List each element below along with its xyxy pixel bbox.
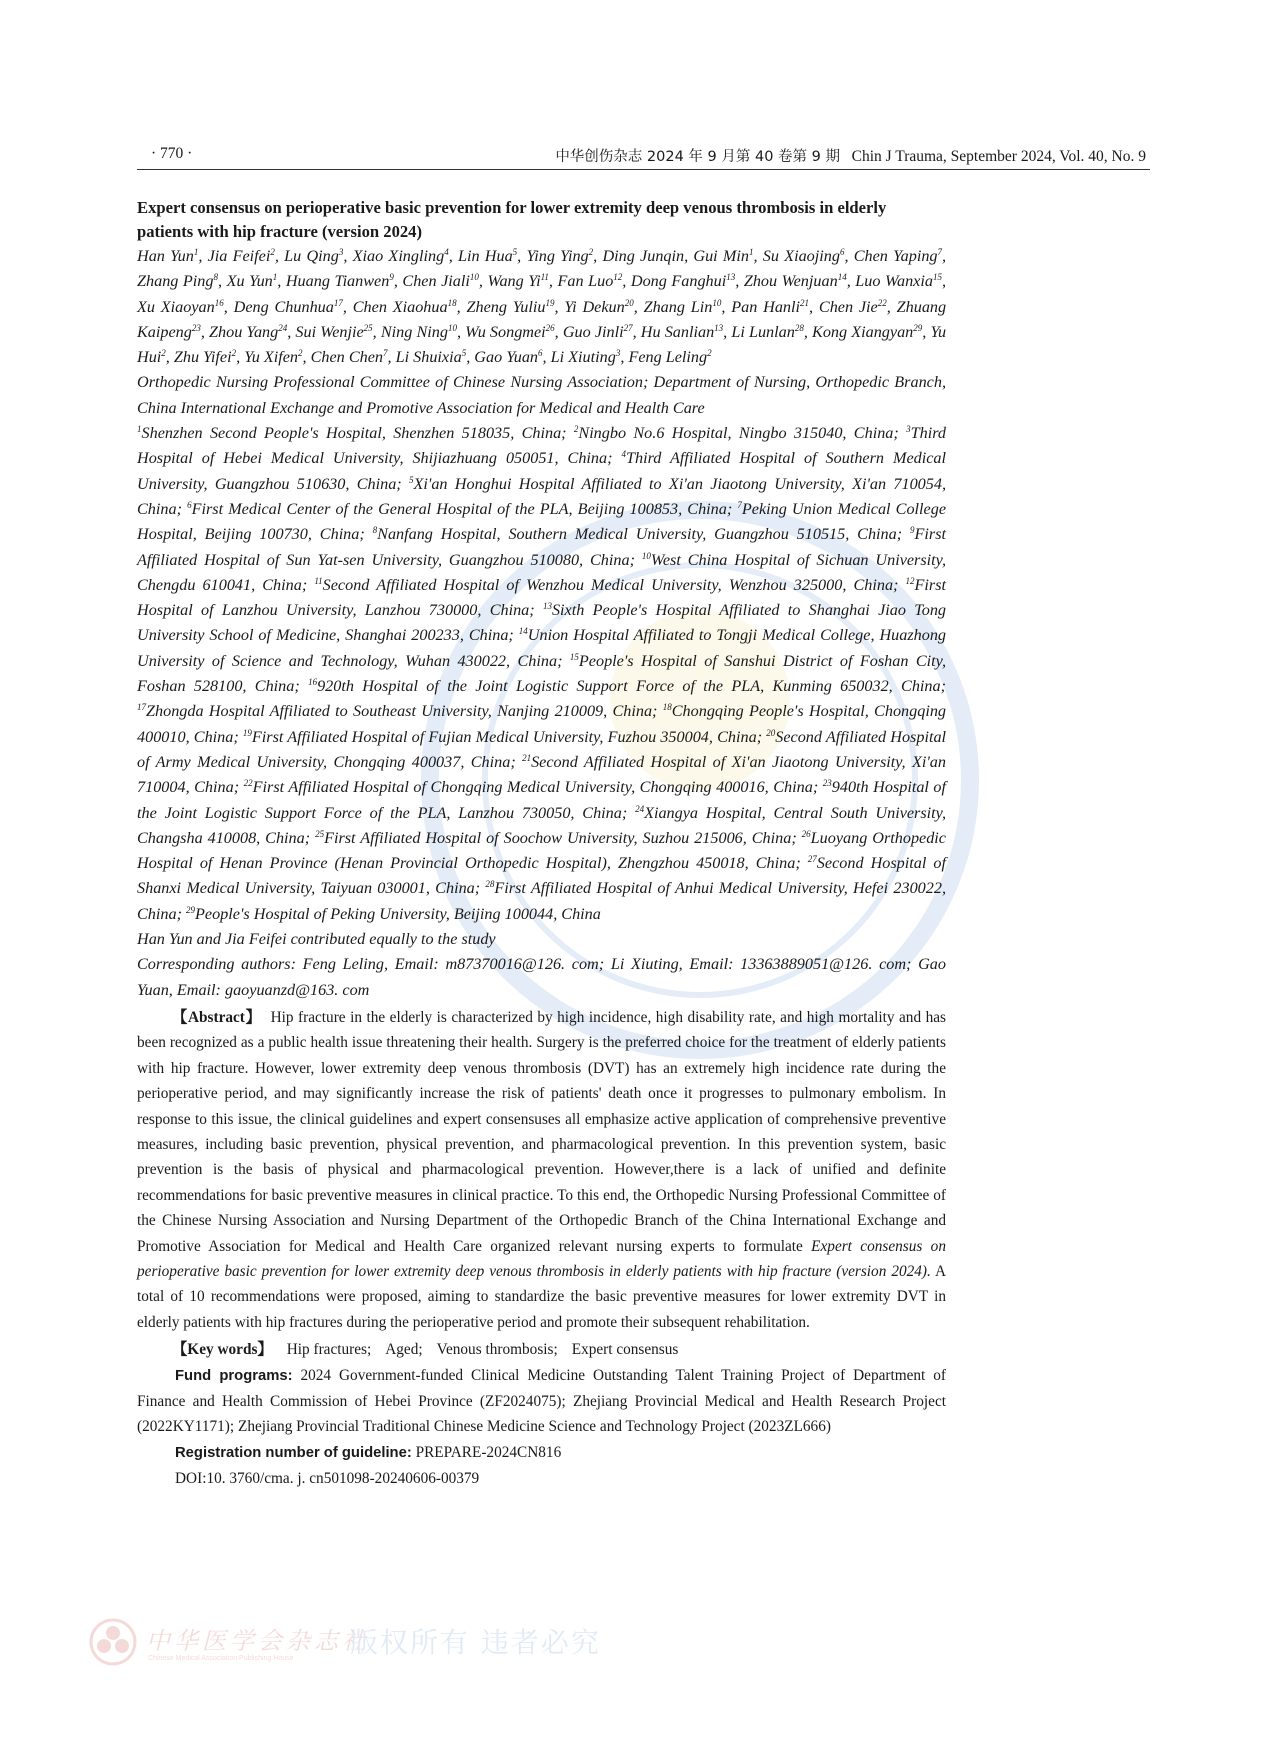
registration-label: Registration number of guideline: bbox=[175, 1444, 412, 1461]
affiliation-marker: 1 bbox=[193, 247, 199, 257]
affiliation-marker: 26 bbox=[545, 322, 555, 333]
affiliation-item: People's Hospital of Peking University, Beijing 100044, China bbox=[195, 904, 601, 923]
affiliation-item: Chongqing People's Hospital, Chongqing 400010, China bbox=[137, 702, 947, 746]
affiliation-marker: 17 bbox=[333, 297, 343, 308]
affiliation-marker: 27 bbox=[807, 854, 817, 865]
affiliation-marker: 17 bbox=[137, 702, 146, 713]
affiliation-marker: 10 bbox=[712, 297, 722, 308]
affiliation-marker: 15 bbox=[569, 651, 579, 662]
journal-name-cn: 中华创伤杂志 2024 年 9 月第 40 卷第 9 期 bbox=[555, 149, 840, 165]
fund-programs bbox=[137, 1363, 946, 1440]
affiliation-marker: 1 bbox=[272, 272, 278, 283]
affiliation-marker: 18 bbox=[662, 702, 672, 713]
affiliation-marker: 26 bbox=[801, 828, 811, 839]
affiliation-marker: 10 bbox=[447, 322, 457, 333]
page-number: · 770 · bbox=[151, 145, 193, 162]
affiliation-marker: 6 bbox=[538, 348, 543, 359]
affiliation-marker: 10 bbox=[641, 550, 651, 561]
author-name: Chen Xiaohua bbox=[352, 297, 448, 316]
affiliation-item: Xiangya Hospital, Central South University, Changsha 410008, China bbox=[137, 803, 946, 847]
author-name: Zhu Yifei bbox=[173, 348, 232, 367]
affiliation-marker: 11 bbox=[540, 272, 549, 283]
affiliation-item: Second Hospital of Shanxi Medical University, Taiyuan 030001, China bbox=[137, 854, 947, 898]
author-list: Han Yun$^1$, Jia Feifei$^2$, Lu Qing$^3$, Xiao Xingling$^4$, Lin Hua$^5$, Ying Ying$^2$, Ding Junqin, Gui Min$^1$, Su Xiaojing$^6$, Chen Yaping$^7$, Zhang Ping$^8$, Xu Yun$^1$, Huang Tianwen$^9$, Chen Jiali$^{10}$, Wang Yi$^{11}$, Fan Luo$^{12}$, Dong Fanghui$^{13}$, Zhou Wenjuan$^{14}$, Luo Wanxia$^{15}$, Xu Xiaoyan$^{16}$, Deng Chunhua$^{17}$, Chen Xiaohua$^{18}$, Zheng Yuliu$^{19}$, Yi Dekun$^{20}$, Zhang Lin$^{10}$, Pan Hanli$^{21}$, Chen Jie$^{22}$, Zhuang Kaipeng$^{23}$, Zhou Yang$^{24}$, Sui Wenjie$^{25}$, Ning Ning$^{10}$, Wu Songmei$^{26}$, Guo Jinli$^{27}$, Hu Sanlian$^{13}$, Li Lunlan$^{28}$, Kong Xiangyan$^{29}$, Yu Hui$^2$, Zhu Yifei$^2$, Yu Xifen$^2$, Chen Chen$^7$, Li Shuixia$^5$, Gao Yuan$^6$, Li Xiuting$^3$, Feng Leling$^2$ bbox=[137, 247, 947, 367]
corresponding-authors: Corresponding authors: Feng Leling, Email: m87370016@126. com; Li Xiuting, Email: 13363889051@126. com; Gao Yuan, Email: gaoyuanzd@163. com bbox=[137, 955, 946, 999]
affiliation-marker: 16 bbox=[308, 677, 318, 688]
affiliation-item: West China Hospital of Sichuan University, Chengdu 610041, China bbox=[137, 550, 946, 594]
keywords-label: 【Key words】 bbox=[172, 1341, 273, 1359]
affiliation-marker: 2 bbox=[161, 348, 166, 359]
affiliation-marker: 5 bbox=[512, 247, 518, 257]
affiliation-marker: 2 bbox=[573, 424, 579, 435]
publisher-watermark bbox=[88, 1617, 648, 1675]
abstract-consensus-title: Expert consensus on perioperative basic prevention for lower extremity deep venous thrombosis in elderly patients with hip fracture (version 2024). bbox=[137, 1237, 946, 1280]
author-name: Lu Qing bbox=[284, 247, 339, 265]
affiliation-marker: 2 bbox=[231, 348, 237, 359]
author-name: Sui Wenjie bbox=[295, 322, 364, 341]
affiliation-marker: 2 bbox=[588, 247, 594, 257]
affiliation-marker: 28 bbox=[485, 879, 495, 890]
author-name: Deng Chunhua bbox=[233, 297, 334, 316]
author-name: Han Yun bbox=[137, 247, 194, 265]
affiliation-item: First Hospital of Lanzhou University, Lanzhou 730000, China bbox=[137, 575, 947, 620]
author-name: Chen Jie bbox=[818, 297, 878, 316]
running-header bbox=[137, 143, 1150, 170]
author-name: Li Lunlan bbox=[731, 322, 795, 341]
affiliation-item: 940th Hospital of the Joint Logistic Support Force of the PLA, Lanzhou 730050, China bbox=[137, 778, 947, 822]
affiliation-marker: 21 bbox=[800, 297, 810, 308]
abstract-text-2: A total of 10 recommendations were proposed, aiming to standardize the basic preventive measures for lower extremity DVT in elderly patients with hip fractures during the perioperative period and promote their subsequent rehabilitation. bbox=[137, 1262, 946, 1331]
affiliation-marker: 6 bbox=[187, 499, 192, 510]
affiliation-item: Shenzhen Second People's Hospital, Shenzhen 518035, China bbox=[141, 424, 562, 443]
affiliation-marker: 25 bbox=[315, 828, 325, 839]
affiliation-item: People's Hospital of Sanshui District of Foshan City, Foshan 528100, China bbox=[137, 651, 946, 696]
abstract-label: 【Abstract】 bbox=[172, 1008, 262, 1026]
affiliation-item: Zhongda Hospital Affiliated to Southeast University, Nanjing 210009, China bbox=[146, 702, 653, 721]
author-name: Ding Junqin bbox=[602, 247, 685, 265]
affiliation-item: Ningbo No.6 Hospital, Ningbo 315040, China bbox=[578, 424, 894, 443]
affiliation-marker: 23 bbox=[191, 322, 201, 333]
author-name: Chen Jiali bbox=[402, 272, 470, 291]
affiliation-marker: 7 bbox=[737, 499, 742, 510]
affiliation-marker: 8 bbox=[372, 525, 378, 536]
affiliation-marker: 16 bbox=[214, 297, 224, 308]
keyword-item: Aged; bbox=[385, 1341, 423, 1359]
author-name: Li Xiuting bbox=[550, 348, 616, 367]
author-name: Pan Hanli bbox=[731, 297, 801, 316]
affiliation-marker: 15 bbox=[932, 272, 942, 283]
affiliation-marker: 23 bbox=[822, 778, 832, 789]
author-name: Xiao Xingling bbox=[352, 247, 445, 265]
affiliation-item: Third Affiliated Hospital of Southern Medical University, Guangzhou 510630, China bbox=[137, 449, 946, 493]
affiliation-marker: 18 bbox=[447, 297, 457, 308]
affiliation-marker: 12 bbox=[905, 575, 915, 586]
affiliation-list: $^1$Shenzhen Second People's Hospital, Shenzhen 518035, China; $^2$Ningbo No.6 Hospital, Ningbo 315040, China; $^3$Third Hospital of Hebei Medical University, Shijiazhuang 050051, China; $^4$Third Affiliated Hospital of Southern Medical University, Guangzhou 510630, China; $^5$Xi'an Honghui Hospital Affiliated to Xi'an Jiaotong University, Xi'an 710054, China; $^6$First Medical Center of the General Hospital of the PLA, Beijing 100853, China; $^7$Peking Union Medical College Hospital, Beijing 100730, China; $^8$Nanfang Hospital, Southern Medical University, Guangzhou 510515, China; $^9$First Affiliated Hospital of Sun Yat-sen University, Guangzhou 510080, China; $^{10}$West China Hospital of Sichuan University, Chengdu 610041, China; $^{11}$Second Affiliated Hospital of Wenzhou Medical University, Wenzhou 325000, China; $^{12}$First Hospital of Lanzhou University, Lanzhou 730000, China; $^{13}$Sixth People's Hospital Affiliated to Shanghai Jiao Tong University School of Medicine, Shanghai 200233, China; $^{14}$Union Hospital Affiliated to Tongji Medical College, Huazhong University of Science and Technology, Wuhan 430022, China; $^{15}$People's Hospital of Sanshui District of Foshan City, Foshan 528100, China; $^{16}$920th Hospital of the Joint Logistic Support Force of the PLA, Kunming 650032, China; $^{17}$Zhongda Hospital Affiliated to Southeast University, Nanjing 210009, China; $^{18}$Chongqing People's Hospital, Chongqing 400010, China; $^{19}$First Affiliated Hospital of Fujian Medical University, Fuzhou 350004, China; $^{20}$Second Affiliated Hospital of Army Medical University, Chongqing 400037, China; $^{21}$Second Affiliated Hospital of Xi'an Jiaotong University, Xi'an 710004, China; $^{22}$First Affiliated Hospital of Chongqing Medical University, Chongqing 400016, China; $^{23}$940th Hospital of the Joint Logistic Support Force of the PLA, Lanzhou 730050, China; $^{24}$Xiangya Hospital, Central South University, Changsha 410008, China; $^{25}$First Affiliated Hospital of Soochow University, Suzhou 215006, China; $^{26}$Luoyang Orthopedic Hospital of Henan Province (Henan Provincial Orthopedic Hospital), Zhengzhou 450018, China; $^{27}$Second Hospital of Shanxi Medical University, Taiyuan 030001, China; $^{28}$First Affiliated Hospital of Anhui Medical University, Hefei 230022, China; $^{29}$People's Hospital of Peking University, Beijing 100044, China bbox=[137, 424, 947, 923]
author-name: Su Xiaojing bbox=[762, 247, 840, 265]
affiliation-marker: 24 bbox=[635, 803, 645, 814]
author-name: Lin Hua bbox=[457, 247, 513, 265]
author-name: Feng Leling bbox=[628, 348, 708, 367]
article-front-matter bbox=[137, 196, 946, 1492]
fund-text: 2024 Government-funded Clinical Medicine Outstanding Talent Training Project of Department of Finance and Health Commission of Hebei Province (ZF2024075); Zhejiang Provincial Medical and Health Research Project (2022KY1171); Zhejiang Provincial Traditional Chinese Medicine Science and Technology Project (2023ZL666) bbox=[137, 1366, 946, 1436]
affiliation-item: First Medical Center of the General Hospital of the PLA, Beijing 100853, China bbox=[191, 499, 727, 518]
affiliation-item: Third Hospital of Hebei Medical University, Shijiazhuang 050051, China bbox=[137, 424, 946, 468]
affiliation-marker: 11 bbox=[314, 575, 323, 586]
author-name: Zhou Wenjuan bbox=[743, 272, 838, 291]
author-name: Fan Luo bbox=[557, 272, 614, 291]
keywords bbox=[137, 1337, 946, 1362]
fund-label: Fund programs: bbox=[175, 1367, 293, 1384]
affiliation-marker: 3 bbox=[906, 424, 911, 435]
affiliation-marker: 7 bbox=[383, 348, 388, 359]
affiliation-marker: 14 bbox=[837, 272, 847, 283]
publisher-name-cn: 中华医学会杂志社 bbox=[146, 1627, 370, 1655]
affiliation-item: Sixth People's Hospital Affiliated to Shanghai Jiao Tong University School of Medicine, Shanghai 200233, China bbox=[137, 601, 947, 645]
affiliation-marker: 2 bbox=[298, 348, 303, 359]
affiliation-item: First Affiliated Hospital of Chongqing Medical University, Chongqing 400016, China bbox=[252, 778, 813, 797]
author-name: Hu Sanlian bbox=[640, 322, 715, 341]
author-name: Wu Songmei bbox=[465, 322, 546, 341]
affiliation-item: Union Hospital Affiliated to Tongji Medical College, Huazhong University of Science and Technology, Wuhan 430022, China bbox=[137, 626, 947, 670]
affiliation-marker: 3 bbox=[615, 348, 621, 359]
affiliation-marker: 14 bbox=[518, 626, 528, 637]
affiliation-item: Second Affiliated Hospital of Wenzhou Medical University, Wenzhou 325000, China bbox=[322, 575, 894, 594]
journal-citation bbox=[555, 145, 1146, 166]
author-name: Zheng Yuliu bbox=[466, 297, 546, 316]
affiliation-marker: 22 bbox=[243, 778, 253, 789]
affiliation-item: First Affiliated Hospital of Fujian Medical University, Fuzhou 350004, China bbox=[251, 727, 757, 746]
doi: DOI:10. 3760/cma. j. cn501098-20240606-00379 bbox=[175, 1470, 480, 1488]
equal-contribution-note: Han Yun and Jia Feifei contributed equally to the study bbox=[137, 930, 496, 949]
affiliation-marker: 7 bbox=[937, 247, 943, 257]
affiliation-marker: 5 bbox=[408, 474, 414, 485]
affiliation-marker: 3 bbox=[338, 247, 344, 257]
author-name: Dong Fanghui bbox=[630, 272, 727, 291]
author-name: Luo Wanxia bbox=[855, 272, 933, 291]
affiliation-item: Luoyang Orthopedic Hospital of Henan Province (Henan Provincial Orthopedic Hospital), Zhengzhou 450018, China bbox=[137, 828, 946, 873]
affiliation-marker: 10 bbox=[469, 272, 479, 283]
affiliation-item: First Affiliated Hospital of Sun Yat-sen University, Guangzhou 510080, China bbox=[137, 525, 946, 569]
author-name: Guo Jinli bbox=[562, 322, 624, 341]
affiliation-marker: 13 bbox=[714, 322, 724, 333]
affiliation-marker: 22 bbox=[877, 297, 887, 308]
affiliation-marker: 12 bbox=[613, 272, 623, 283]
keyword-item: Expert consensus bbox=[571, 1341, 679, 1359]
author-name: Ning Ning bbox=[380, 322, 448, 341]
author-name: Zhang Lin bbox=[643, 297, 713, 316]
affiliation-item: 920th Hospital of the Joint Logistic Support Force of the PLA, Kunming 650032, China bbox=[317, 677, 941, 696]
keyword-item: Venous thrombosis; bbox=[436, 1341, 558, 1359]
copyright-watermark: 版权所有 违者必究 bbox=[350, 1626, 601, 1659]
author-name: Xu Xiaoyan bbox=[137, 297, 215, 316]
affiliation-marker: 1 bbox=[137, 424, 142, 435]
affiliation-marker: 20 bbox=[624, 297, 634, 308]
affiliation-marker: 29 bbox=[913, 322, 923, 333]
author-name: Li Shuixia bbox=[395, 348, 462, 367]
author-name: Ying Ying bbox=[526, 247, 589, 265]
author-name: Yu Hui bbox=[137, 322, 947, 367]
author-name: Zhou Yang bbox=[209, 322, 279, 341]
author-name: Wang Yi bbox=[487, 272, 541, 291]
affiliation-marker: 29 bbox=[186, 904, 196, 915]
journal-name-en: Chin J Trauma, September 2024, Vol. 40, No. 9 bbox=[851, 148, 1146, 165]
article-title: Expert consensus on perioperative basic prevention for lower extremity deep venous thrombosis in elderly patients with hip fracture (version 2024) bbox=[137, 198, 887, 241]
affiliation-marker: 8 bbox=[213, 272, 218, 283]
affiliation-marker: 20 bbox=[766, 727, 776, 738]
affiliation-marker: 2 bbox=[270, 247, 275, 257]
affiliation-marker: 24 bbox=[278, 322, 288, 333]
affiliation-marker: 13 bbox=[542, 601, 552, 612]
affiliation-item: Nanfang Hospital, Southern Medical University, Guangzhou 510515, China bbox=[377, 525, 897, 544]
affiliation-marker: 5 bbox=[461, 348, 467, 359]
author-name: Zhuang Kaipeng bbox=[137, 297, 947, 341]
abstract-text-1: Hip fracture in the elderly is characterized by high incidence, high disability rate, and high mortality and has been recognized as a public health issue threatening their health. Surgery is the preferred choice for the treatment of elderly patients with hip fracture. However, lower extremity deep venous thrombosis (DVT) has an extremely high incidence rate during the perioperative period, and may significantly increase the risk of patients' death once it progresses to pulmonary embolism. In response to this issue, the clinical guidelines and expert consensuses all emphasize active application of comprehensive preventive measures, including basic prevention, physical prevention, and pharmacological prevention. In this prevention system, basic prevention is the basis of physical and pharmacological prevention. However,there is a lack of unified and definite recommendations for basic preventive measures in clinical practice. To this end, the Orthopedic Nursing Professional Committee of the Chinese Nursing Association and Nursing Department of the Orthopedic Branch of the China International Exchange and Promotive Association for Medical and Health Care organized relevant nursing experts to formulate bbox=[137, 1008, 946, 1255]
author-name: Gui Min bbox=[693, 247, 749, 265]
registration-number bbox=[137, 1440, 946, 1466]
affiliation-marker: 1 bbox=[748, 247, 754, 257]
registration-value: PREPARE-2024CN816 bbox=[411, 1443, 562, 1461]
affiliation-marker: 28 bbox=[794, 322, 804, 333]
organizations: Orthopedic Nursing Professional Committee of Chinese Nursing Association; Department of Nursing, Orthopedic Branch, China International Exchange and Promotive Association for Medical and Health Care bbox=[137, 373, 946, 417]
affiliation-item: First Affiliated Hospital of Anhui Medical University, Hefei 230022, China bbox=[137, 879, 946, 923]
affiliation-marker: 19 bbox=[242, 727, 252, 738]
affiliation-marker: 9 bbox=[910, 525, 915, 536]
affiliation-marker: 4 bbox=[444, 247, 449, 257]
keyword-item: Hip fractures; bbox=[286, 1341, 372, 1359]
abstract bbox=[137, 1005, 946, 1335]
author-name: Chen Yaping bbox=[853, 247, 938, 265]
affiliation-marker: 25 bbox=[363, 322, 373, 333]
author-name: Huang Tianwen bbox=[285, 272, 390, 291]
affiliation-marker: 27 bbox=[623, 322, 633, 333]
affiliation-marker: 6 bbox=[839, 247, 845, 257]
publisher-name-en: Chinese Medical Association Publishing House bbox=[148, 1655, 294, 1662]
affiliation-marker: 9 bbox=[389, 272, 394, 283]
affiliation-marker: 4 bbox=[621, 449, 626, 460]
affiliation-marker: 2 bbox=[707, 348, 712, 359]
author-name: Yu Xifen bbox=[244, 348, 299, 367]
affiliation-item: Second Affiliated Hospital of Army Medical University, Chongqing 400037, China bbox=[137, 727, 947, 771]
author-name: Yi Dekun bbox=[564, 297, 625, 316]
affiliation-item: Second Affiliated Hospital of Xi'an Jiaotong University, Xi'an 710004, China bbox=[137, 752, 946, 797]
author-name: Kong Xiangyan bbox=[812, 322, 914, 341]
affiliation-item: Peking Union Medical College Hospital, Beijing 100730, China bbox=[137, 499, 947, 544]
affiliation-item: First Affiliated Hospital of Soochow University, Suzhou 215006, China bbox=[324, 828, 792, 847]
author-name: Xu Yun bbox=[226, 272, 273, 291]
author-name: Zhang Ping bbox=[137, 272, 214, 291]
author-name: Gao Yuan bbox=[474, 348, 539, 367]
author-name: Jia Feifei bbox=[207, 247, 271, 265]
affiliation-marker: 19 bbox=[545, 297, 555, 308]
affiliation-marker: 21 bbox=[522, 752, 532, 763]
publisher-seal-icon bbox=[88, 1617, 138, 1667]
author-name: Chen Chen bbox=[310, 348, 383, 367]
affiliation-item: Xi'an Honghui Hospital Affiliated to Xi'an Jiaotong University, Xi'an 710054, China bbox=[137, 474, 946, 518]
affiliation-marker: 13 bbox=[726, 272, 736, 283]
